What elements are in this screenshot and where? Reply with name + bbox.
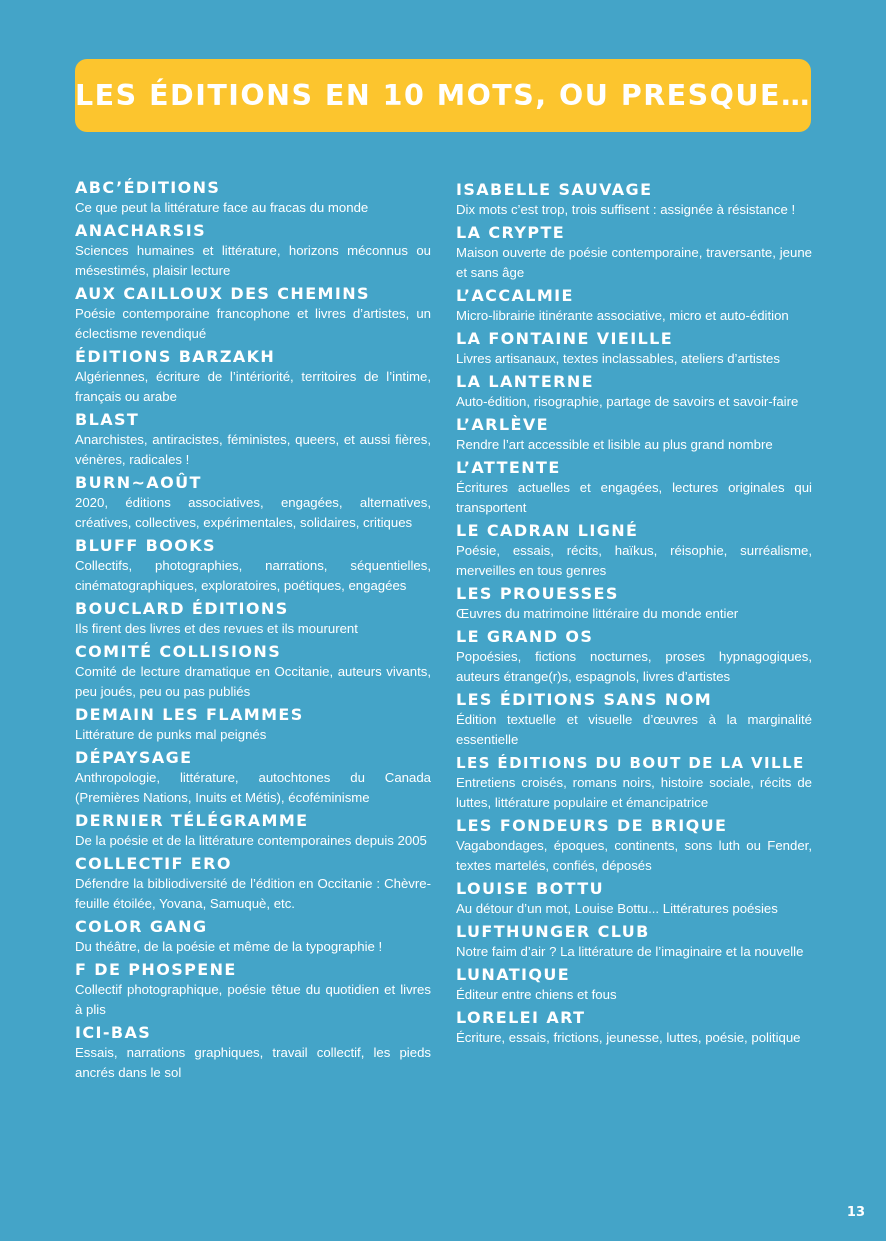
publisher-description: Collectif photographique, poésie têtue du quotidien et livres à plis bbox=[75, 982, 431, 1017]
publisher-entry bbox=[75, 917, 431, 957]
publisher-name: COMITÉ COLLISIONS bbox=[75, 642, 282, 661]
publisher-entry bbox=[75, 599, 431, 639]
publisher-entry bbox=[75, 642, 431, 702]
publisher-description: Écriture, essais, frictions, jeunesse, luttes, poésie, politique bbox=[456, 1030, 801, 1045]
publisher-name: L’ATTENTE bbox=[456, 458, 561, 477]
publisher-entry bbox=[456, 458, 812, 518]
publisher-entry bbox=[456, 965, 812, 1005]
publisher-description: Livres artisanaux, textes inclassables, ateliers d’artistes bbox=[456, 351, 780, 366]
publisher-name: COLLECTIF ERO bbox=[75, 854, 232, 873]
publisher-entry bbox=[75, 748, 431, 808]
publisher-description: Entretiens croisés, romans noirs, histoire sociale, récits de luttes, littérature populaire et émancipatrice bbox=[456, 775, 812, 810]
publisher-name: LUNATIQUE bbox=[456, 965, 571, 984]
title-banner bbox=[75, 59, 811, 132]
publisher-description: Collectifs, photographies, narrations, séquentielles, cinématographiques, exploratoires, poétiques, engagées bbox=[75, 558, 431, 593]
publisher-entry bbox=[456, 584, 812, 624]
publisher-description: De la poésie et de la littérature contemporaines depuis 2005 bbox=[75, 833, 427, 848]
publisher-entry bbox=[456, 286, 812, 326]
publisher-entry bbox=[456, 329, 812, 369]
publisher-name: BLUFF BOOKS bbox=[75, 536, 216, 555]
publisher-description: Micro-librairie itinérante associative, micro et auto-édition bbox=[456, 308, 789, 323]
publisher-description: Écritures actuelles et engagées, lectures originales qui transportent bbox=[456, 480, 812, 515]
publisher-description: Essais, narrations graphiques, travail collectif, les pieds ancrés dans le sol bbox=[75, 1045, 431, 1080]
publisher-name: AUX CAILLOUX DES CHEMINS bbox=[75, 284, 370, 303]
publisher-entry bbox=[456, 415, 812, 455]
publisher-entry bbox=[456, 372, 812, 412]
publisher-name: L’ACCALMIE bbox=[456, 286, 574, 305]
publisher-entry bbox=[456, 922, 812, 962]
publisher-description: Sciences humaines et littérature, horizons méconnus ou mésestimés, plaisir lecture bbox=[75, 243, 431, 278]
publisher-name: LA CRYPTE bbox=[456, 223, 566, 242]
publisher-description: Poésie, essais, récits, haïkus, réisophie, surréalisme, merveilles en tous genres bbox=[456, 543, 812, 578]
publisher-description: Vagabondages, époques, continents, sons luth ou Fender, textes martelés, confiés, déposés bbox=[456, 838, 812, 873]
publisher-name: LOUISE BOTTU bbox=[456, 879, 604, 898]
publisher-entry bbox=[75, 221, 431, 281]
publisher-name: DEMAIN LES FLAMMES bbox=[75, 705, 304, 724]
publisher-name: LES ÉDITIONS DU BOUT DE LA VILLE bbox=[456, 754, 805, 772]
publisher-name: LORELEI ART bbox=[456, 1008, 586, 1027]
publisher-name: LA FONTAINE VIEILLE bbox=[456, 329, 674, 348]
publisher-description: Dix mots c’est trop, trois suffisent : assignée à résistance ! bbox=[456, 202, 796, 217]
publisher-entry bbox=[75, 854, 431, 914]
publisher-name: ANACHARSIS bbox=[75, 221, 206, 240]
publisher-name: LES ÉDITIONS SANS NOM bbox=[456, 690, 713, 709]
publisher-name: ABC’ÉDITIONS bbox=[75, 178, 221, 197]
publisher-description: Ils firent des livres et des revues et ils moururent bbox=[75, 621, 358, 636]
publisher-entry bbox=[75, 960, 431, 1020]
publisher-name: BURN~AOÛT bbox=[75, 473, 202, 492]
left-column bbox=[75, 178, 431, 1086]
publisher-name: ISABELLE SAUVAGE bbox=[456, 180, 653, 199]
page-title: LES ÉDITIONS EN 10 MOTS, OU PRESQUE… bbox=[75, 79, 811, 112]
publisher-description: Édition textuelle et visuelle d’œuvres à la marginalité essentielle bbox=[456, 712, 812, 747]
publisher-name: ÉDITIONS BARZAKH bbox=[75, 347, 276, 366]
publisher-entry bbox=[456, 627, 812, 687]
publisher-description: Au détour d’un mot, Louise Bottu... Littératures poésies bbox=[456, 901, 778, 916]
publisher-entry bbox=[75, 284, 431, 344]
publisher-entry bbox=[75, 536, 431, 596]
publisher-entry bbox=[456, 879, 812, 919]
publisher-name: LES PROUESSES bbox=[456, 584, 619, 603]
publisher-entry bbox=[456, 223, 812, 283]
publisher-name: COLOR GANG bbox=[75, 917, 208, 936]
publisher-name: L’ARLÈVE bbox=[456, 415, 549, 434]
publisher-entry bbox=[75, 811, 431, 851]
publisher-name: LA LANTERNE bbox=[456, 372, 595, 391]
publisher-name: DERNIER TÉLÉGRAMME bbox=[75, 811, 309, 830]
publisher-entry bbox=[75, 410, 431, 470]
publisher-entry bbox=[75, 178, 431, 218]
publisher-name: F DE PHOSPENE bbox=[75, 960, 237, 979]
publisher-description: Maison ouverte de poésie contemporaine, traversante, jeune et sans âge bbox=[456, 245, 812, 280]
publisher-entry bbox=[75, 473, 431, 533]
publisher-description: Œuvres du matrimoine littéraire du monde entier bbox=[456, 606, 739, 621]
publisher-description: Notre faim d’air ? La littérature de l’imaginaire et la nouvelle bbox=[456, 944, 804, 959]
publisher-description: Anthropologie, littérature, autochtones du Canada (Premières Nations, Inuits et Métis), écoféminisme bbox=[75, 770, 431, 805]
publisher-name: LE GRAND OS bbox=[456, 627, 594, 646]
publisher-description: Poésie contemporaine francophone et livres d’artistes, un éclectisme revendiqué bbox=[75, 306, 431, 341]
publisher-entry bbox=[75, 1023, 431, 1083]
page-number: 13 bbox=[846, 1205, 865, 1220]
publisher-name: BOUCLARD ÉDITIONS bbox=[75, 599, 289, 618]
publisher-description: Littérature de punks mal peignés bbox=[75, 727, 267, 742]
publisher-entry bbox=[456, 690, 812, 750]
publisher-entry bbox=[75, 705, 431, 745]
publisher-entry bbox=[456, 521, 812, 581]
publisher-name: ICI-BAS bbox=[75, 1023, 152, 1042]
publisher-entry bbox=[75, 347, 431, 407]
publisher-entry bbox=[456, 1008, 812, 1048]
publisher-description: Auto-édition, risographie, partage de savoirs et savoir-faire bbox=[456, 394, 799, 409]
publisher-description: Défendre la bibliodiversité de l’édition en Occitanie : Chèvre-feuille étoilée, Yovana, Samuquè, etc. bbox=[75, 876, 431, 911]
publisher-description: Du théâtre, de la poésie et même de la typographie ! bbox=[75, 939, 383, 954]
publisher-entry bbox=[456, 753, 812, 813]
publisher-name: BLAST bbox=[75, 410, 140, 429]
publisher-description: Algériennes, écriture de l’intériorité, territoires de l’intime, français ou arabe bbox=[75, 369, 431, 404]
publisher-name: LUFTHUNGER CLUB bbox=[456, 922, 650, 941]
publisher-name: LES FONDEURS DE BRIQUE bbox=[456, 816, 728, 835]
publisher-name: LE CADRAN LIGNÉ bbox=[456, 521, 639, 540]
publisher-name: DÉPAYSAGE bbox=[75, 748, 193, 767]
publisher-description: Comité de lecture dramatique en Occitanie, auteurs vivants, peu joués, peu ou pas publiés bbox=[75, 664, 431, 699]
publisher-description: Éditeur entre chiens et fous bbox=[456, 987, 617, 1002]
right-column bbox=[456, 180, 812, 1051]
publisher-description: Anarchistes, antiracistes, féministes, queers, et aussi fières, vénères, radicales ! bbox=[75, 432, 431, 467]
publisher-description: 2020, éditions associatives, engagées, alternatives, créatives, collectives, expérimentales, solidaires, critiques bbox=[75, 495, 431, 530]
publisher-description: Popoésies, fictions nocturnes, proses hypnagogiques, auteurs étrange(r)s, espagnols, livres d’artistes bbox=[456, 649, 812, 684]
publisher-entry bbox=[456, 816, 812, 876]
publisher-entry bbox=[456, 180, 812, 220]
publisher-description: Ce que peut la littérature face au fracas du monde bbox=[75, 200, 369, 215]
publisher-description: Rendre l’art accessible et lisible au plus grand nombre bbox=[456, 437, 773, 452]
